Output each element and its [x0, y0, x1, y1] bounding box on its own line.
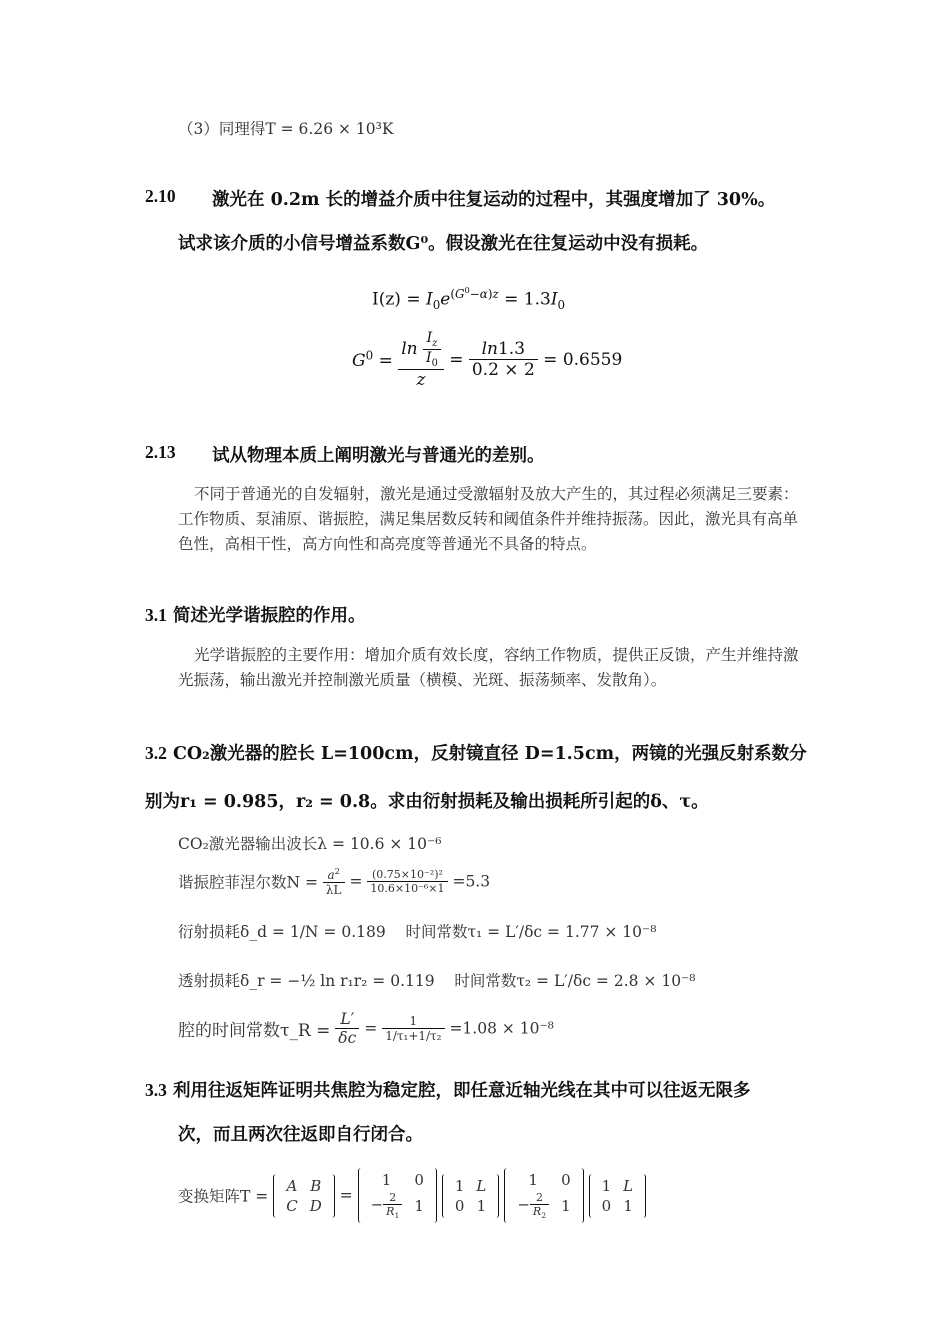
question-3-1: 3.1 简述光学谐振腔的作用。: [145, 605, 366, 626]
question-2-10-line2: 试求该介质的小信号增益系数G⁰。假设激光在往复运动中没有损耗。: [178, 234, 709, 254]
diffraction-loss-line: [178, 920, 656, 942]
question-2-10-line1: 激光在 0.2m 长的增益介质中往复运动的过程中，其强度增加了 30%。: [212, 190, 776, 210]
matrix-mirror-2: 1 0 − $\frac{2}{R_2}$ 1: [504, 1168, 583, 1223]
question-3-2-line1: 3.2 CO₂激光器的腔长 L=100cm，反射镜直径 D=1.5cm，两镜的光强反射系数分: [145, 743, 807, 764]
question-3-3-line1: 3.3 利用往返矩阵证明共焦腔为稳定腔，即任意近轴光线在其中可以往返无限多: [145, 1080, 751, 1101]
equation-intensity: $I(z) = I_0e^{(G^0-\alpha)z} = 1.3I_0$: [372, 285, 566, 313]
matrix-propagation-1: 1 L 0 1: [442, 1174, 500, 1218]
time-constant-2: 时间常数τ₂ = L′/δc = 2.8 × 10⁻⁸: [454, 972, 696, 990]
question-3-3-line2: 次，而且两次往返即自行闭合。: [178, 1125, 423, 1145]
diffraction-loss: 衍射损耗δ_d = 1/N = 0.189: [178, 923, 386, 941]
transmission-loss: 透射损耗δ_r = −½ ln r₁r₂ = 0.119: [178, 972, 435, 990]
part-3-label: （3）同理得: [178, 120, 266, 138]
matrix-abcd: A B C D: [273, 1174, 335, 1218]
answer-2-13: 不同于普通光的自发辐射，激光是通过受激辐射及放大产生的，其过程必须满足三要素：工作物质、泵浦原、谐振腔，满足集居数反转和阈值条件并维持振荡。因此，激光具有高单色性，高相干性，高方向性和高亮度等普通光不具备的特点。: [178, 485, 799, 553]
matrix-propagation-2: 1 L 0 1: [589, 1174, 647, 1218]
transfer-matrix-line: 变换矩阵T = A B C D = 1 0 − $\frac{2}{R_1}$ 1 1 L 0 1 1 0 − $\frac{2}{R_2}$ 1 1 L 0 1: [178, 1168, 646, 1223]
question-2-13-number: 2.13: [145, 442, 176, 462]
fresnel-number-line: 谐振腔菲涅尔数N = $\frac{a^2}{\lambda L}$ = $\frac{\text{(0.75×10⁻²)²}}{\text{10.6×10⁻⁶×1}}$ =5.3: [178, 866, 491, 897]
answer-3-1: 光学谐振腔的主要作用：增加介质有效长度，容纳工作物质，提供正反馈，产生并维持激光振荡，输出激光并控制激光质量（横模、光斑、振荡频率、发散角）。: [178, 646, 799, 689]
transmission-loss-line: [178, 969, 695, 991]
gain-fraction-1: ln $\frac{I_z}{I_0}$ z: [398, 330, 444, 390]
time-constant-1: 时间常数τ₁ = L′/δc = 1.77 × 10⁻⁸: [405, 923, 657, 941]
part-3-line: [178, 117, 393, 139]
question-3-2-line2: 别为r₁ = 0.985，r₂ = 0.8。求由衍射损耗及输出损耗所引起的δ、τ。: [145, 792, 709, 812]
cavity-time-constant-line: 腔的时间常数τ_R = $\frac{L'}{\delta c}$ = $\frac{1}{\text{1/τ₁+1/τ₂}}$ =1.08 × 10⁻⁸: [178, 1010, 554, 1047]
wavelength-line: CO₂激光器输出波长λ = 10.6 × 10⁻⁶: [178, 835, 442, 853]
question-2-10-number: 2.10: [145, 186, 176, 206]
part-3-equation: T = 6.26 × 10³K: [265, 120, 394, 138]
matrix-mirror-1: 1 0 − $\frac{2}{R_1}$ 1: [358, 1168, 437, 1223]
equation-gain: $G^0$ = ln $\frac{I_z}{I_0}$ z = $\frac{\ln 1.3}{0.2 \times 2}$ = 0.6559: [352, 330, 623, 390]
gain-fraction-2: $\frac{\ln 1.3}{0.2 \times 2}$: [469, 339, 538, 380]
question-2-13-title: 试从物理本质上阐明激光与普通光的差别。: [212, 446, 545, 466]
